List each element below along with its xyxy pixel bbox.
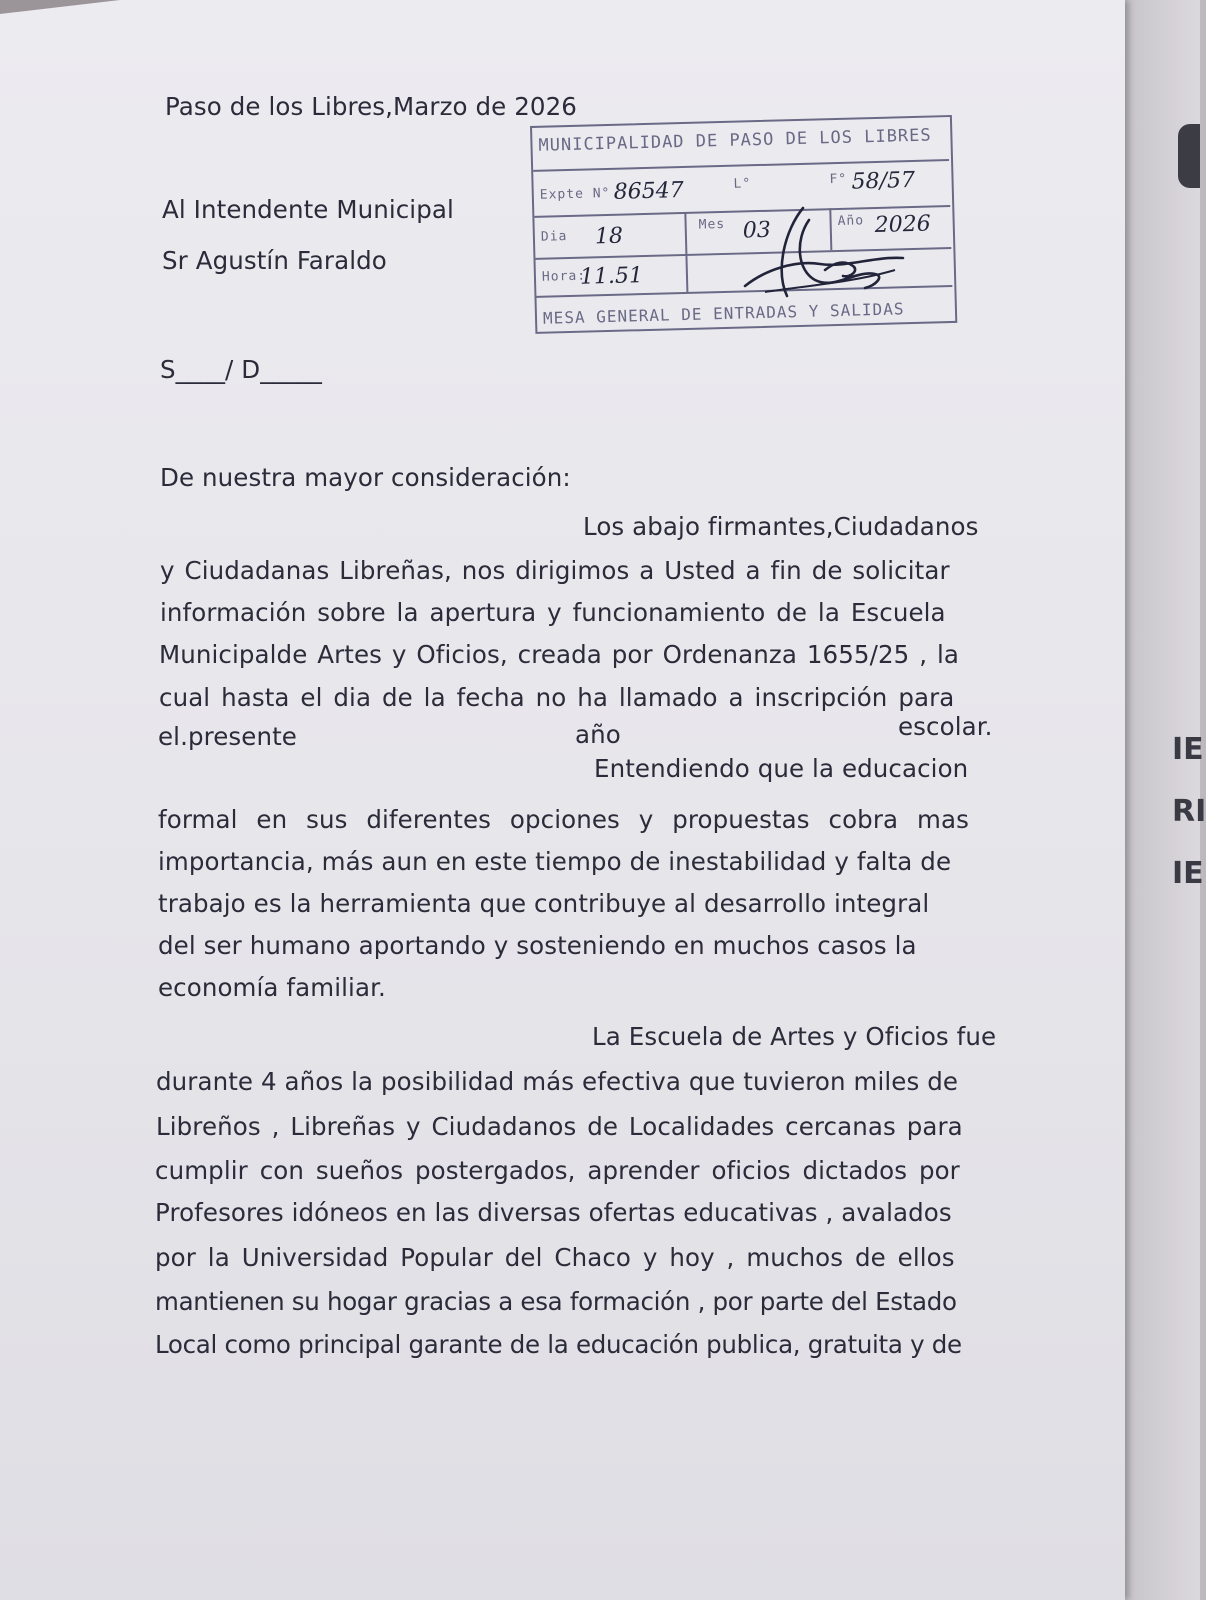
body-line: trabajo es la herramienta que contribuye al desarrollo integral xyxy=(158,889,930,918)
greeting: De nuestra mayor consideración: xyxy=(160,463,571,492)
body-line: y Ciudadanas Libreñas, nos dirigimos a Usted a fin de solicitar xyxy=(160,556,950,585)
ano-value: 2026 xyxy=(874,211,932,239)
mes-label: Mes xyxy=(698,216,726,233)
f-label: F° xyxy=(829,171,848,188)
salutation-abbrev: S____/ D_____ xyxy=(160,355,323,384)
body-line: del ser humano aportando y sosteniendo en muchos casos la xyxy=(158,931,917,960)
f-value: 58/57 xyxy=(851,167,916,195)
ano-label: Año xyxy=(837,213,865,229)
body-line: el.presente xyxy=(158,722,297,751)
body-line: información sobre la apertura y funcionamiento de la Escuela xyxy=(160,598,946,627)
dia-label: Dia xyxy=(540,229,568,245)
body-line: cumplir con sueños postergados, aprender oficios dictados por xyxy=(155,1156,960,1185)
stamp-title: MUNICIPALIDAD DE PASO DE LOS LIBRES xyxy=(538,125,932,156)
body-line: La Escuela de Artes y Oficios fue xyxy=(592,1022,997,1051)
signature-icon xyxy=(725,200,915,310)
edge-fragment: IE xyxy=(1172,856,1204,891)
body-line: importancia, más aun en este tiempo de inestabilidad y falta de xyxy=(158,847,952,876)
body-line: Profesores idóneos en las diversas ofertas educativas , avalados xyxy=(155,1198,952,1227)
hora-value: 11.51 xyxy=(579,263,644,290)
body-line: año xyxy=(575,720,621,749)
body-line: economía familiar. xyxy=(158,973,386,1002)
body-line: Local como principal garante de la educación publica, gratuita y de xyxy=(155,1330,962,1359)
place-date: Paso de los Libres,Marzo de 2026 xyxy=(165,92,577,121)
body-line: Libreños , Libreñas y Ciudadanos de Localidades cercanas para xyxy=(156,1112,963,1141)
body-line: Entendiendo que la educacion xyxy=(594,754,969,783)
recipient-title: Al Intendente Municipal xyxy=(162,195,454,224)
hora-label: Hora: xyxy=(541,268,587,285)
mes-value: 03 xyxy=(742,217,772,244)
body-line: mantienen su hogar gracias a esa formación , por parte del Estado xyxy=(155,1287,957,1316)
stamp-footer: MESA GENERAL DE ENTRADAS Y SALIDAS xyxy=(542,299,905,328)
page-corner-shadow xyxy=(0,0,120,14)
body-line: durante 4 años la posibilidad más efectiva que tuvieron miles de xyxy=(156,1067,959,1096)
body-line: Municipalde Artes y Oficios, creada por Ordenanza 1655/25 , la xyxy=(159,640,960,669)
expte-label: Expte N° xyxy=(539,185,611,203)
body-line: cual hasta el dia de la fecha no ha llamado a inscripción para xyxy=(159,683,955,712)
edge-fragment: IE xyxy=(1172,732,1204,767)
l-label: L° xyxy=(733,176,752,192)
underlying-page-text xyxy=(1172,732,1206,921)
dia-value: 18 xyxy=(594,223,624,250)
recipient-name: Sr Agustín Faraldo xyxy=(162,246,387,275)
body-line: por la Universidad Popular del Chaco y hoy , muchos de ellos xyxy=(155,1243,955,1272)
body-line: formal en sus diferentes opciones y propuestas cobra mas xyxy=(158,805,969,834)
dark-clip-shape xyxy=(1178,124,1200,188)
expte-value: 86547 xyxy=(613,178,685,205)
edge-fragment: RI xyxy=(1172,794,1206,829)
body-line: Los abajo firmantes,Ciudadanos xyxy=(583,512,979,541)
body-line: escolar. xyxy=(898,712,993,741)
